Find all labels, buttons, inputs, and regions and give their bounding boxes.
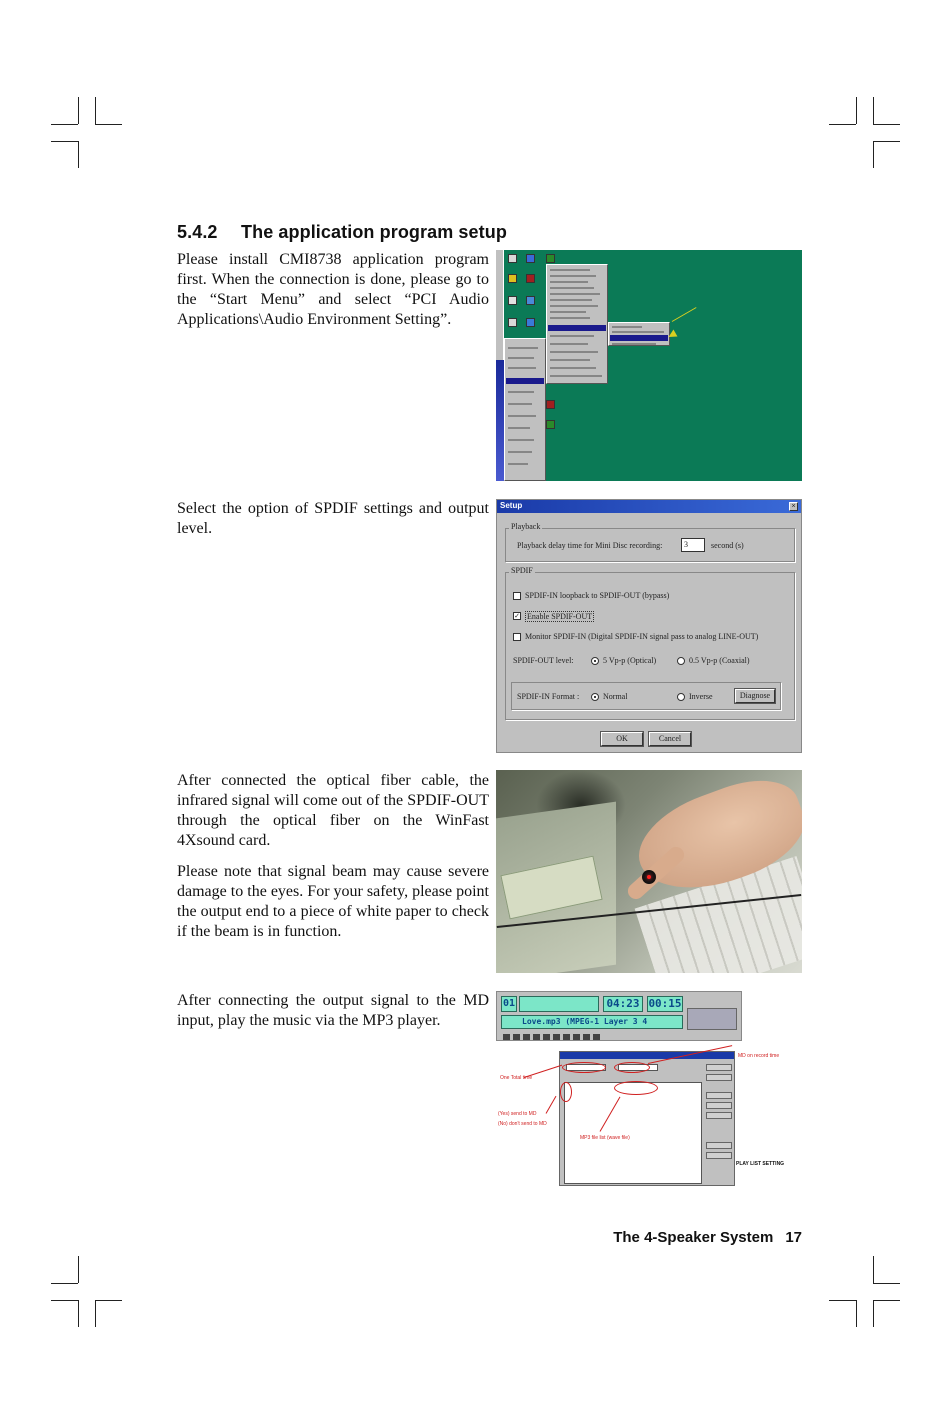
enable-spdif-out-checkbox[interactable]: ✓ bbox=[514, 612, 520, 620]
note-no-send: (No) don't send to MD bbox=[498, 1121, 547, 1127]
crop-mark bbox=[873, 124, 900, 125]
eject-control[interactable] bbox=[573, 1034, 580, 1040]
crop-mark bbox=[78, 97, 79, 124]
desktop-icon bbox=[526, 274, 535, 283]
enable-spdif-out-label: Enable SPDIF-OUT bbox=[527, 612, 593, 621]
playback-group-label: Playback bbox=[511, 522, 541, 531]
menu-row bbox=[612, 331, 664, 333]
page-footer bbox=[613, 1229, 802, 1246]
playlist-button-move-up[interactable] bbox=[706, 1142, 732, 1149]
crop-mark bbox=[78, 1300, 79, 1327]
crop-mark bbox=[95, 97, 96, 124]
desktop-icon bbox=[508, 274, 517, 283]
menu-row bbox=[508, 403, 532, 405]
section-heading bbox=[177, 222, 507, 243]
menu-row bbox=[550, 311, 586, 313]
playlist-titlebar bbox=[560, 1052, 734, 1059]
crop-mark bbox=[78, 1256, 79, 1283]
annotation-circle bbox=[614, 1062, 650, 1073]
cancel-button[interactable]: Cancel bbox=[649, 732, 691, 746]
playlist-file-list[interactable] bbox=[564, 1082, 702, 1184]
paragraph-safety: Please note that signal beam may cause severe damage to the eyes. For your safety, please point the output end to a piece of white paper to check if the beam is in function. bbox=[177, 863, 489, 940]
start-menu-banner bbox=[496, 360, 504, 481]
elapsed-time-display: 04:23 bbox=[603, 996, 643, 1012]
crop-mark bbox=[829, 124, 856, 125]
menu-row bbox=[508, 391, 534, 393]
section-number: 5.4.2 bbox=[177, 222, 218, 242]
monitor-spdif-in-checkbox[interactable] bbox=[513, 633, 521, 641]
playlist-button-remove-all[interactable] bbox=[706, 1112, 732, 1119]
crop-mark bbox=[856, 97, 857, 124]
mp3-player-screenshot bbox=[496, 991, 802, 1191]
paragraph-mp3: After connecting the output signal to the MD input, play the music via the MP3 player. bbox=[177, 992, 489, 1029]
menu-row bbox=[550, 299, 592, 301]
playlist-control[interactable] bbox=[583, 1034, 590, 1040]
desktop-icon bbox=[546, 254, 555, 263]
menu-row bbox=[508, 357, 534, 359]
mp3-player-window bbox=[496, 991, 742, 1041]
playback-delay-unit: second (s) bbox=[711, 541, 744, 550]
next-control[interactable] bbox=[543, 1034, 550, 1040]
footer-title: The 4-Speaker System bbox=[613, 1229, 774, 1246]
dialog-title: Setup bbox=[500, 501, 523, 510]
playlist-button-move-down[interactable] bbox=[706, 1152, 732, 1159]
playlist-button-ok[interactable] bbox=[706, 1064, 732, 1071]
track-number-display: 01 bbox=[501, 996, 517, 1012]
menu-row bbox=[550, 275, 596, 277]
menu-row bbox=[550, 375, 602, 377]
crop-mark bbox=[95, 1300, 96, 1327]
menu-row bbox=[550, 317, 590, 319]
desktop-icon bbox=[526, 318, 535, 327]
programs-submenu[interactable] bbox=[546, 264, 608, 384]
playlist-button-insert[interactable] bbox=[706, 1092, 732, 1099]
equalizer-control[interactable] bbox=[593, 1034, 600, 1040]
playback-delay-input[interactable]: 3 bbox=[681, 538, 705, 552]
format-normal-label: Normal bbox=[603, 692, 628, 701]
menu-row bbox=[550, 293, 600, 295]
note-md-record-time: MD on record time bbox=[738, 1053, 780, 1059]
desktop-icon bbox=[508, 296, 517, 305]
note-file-list: MP3 file list (wave file) bbox=[580, 1135, 630, 1141]
monitor-spdif-in-label: Monitor SPDIF-IN (Digital SPDIF-IN signal pass to analog LINE-OUT) bbox=[525, 632, 759, 641]
menu-row bbox=[508, 367, 536, 369]
song-marquee: Love.mp3 (MPEG-1 Layer 3 4 bbox=[501, 1015, 683, 1029]
crop-mark bbox=[95, 1300, 122, 1301]
crop-mark bbox=[78, 141, 79, 168]
crop-mark bbox=[873, 141, 874, 168]
menu-highlight-pci-audio bbox=[548, 325, 606, 331]
note-yes-send: (Yes) send to MD bbox=[498, 1111, 537, 1117]
menu-highlight-audio-environment bbox=[610, 335, 668, 341]
playback-delay-label: Playback delay time for Mini Disc recording: bbox=[517, 541, 663, 550]
menu-row bbox=[508, 415, 536, 417]
crop-mark bbox=[51, 141, 78, 142]
player-logo bbox=[687, 1008, 737, 1030]
setup-dialog bbox=[496, 499, 802, 753]
paragraph-spdif: Select the option of SPDIF settings and output level. bbox=[177, 500, 489, 537]
optical-cable-photo bbox=[496, 770, 802, 973]
crop-mark bbox=[51, 1283, 78, 1284]
crop-mark bbox=[873, 1300, 900, 1301]
forward-control[interactable] bbox=[563, 1034, 570, 1040]
crop-mark bbox=[873, 97, 874, 124]
crop-mark bbox=[873, 1300, 874, 1327]
menu-row bbox=[550, 305, 598, 307]
pci-audio-submenu[interactable] bbox=[608, 322, 670, 346]
menu-row bbox=[508, 451, 532, 453]
annotation-circle bbox=[614, 1081, 658, 1095]
crop-mark bbox=[873, 1256, 874, 1283]
desktop-icon bbox=[546, 400, 555, 409]
menu-row bbox=[508, 463, 528, 465]
format-inverse-radio[interactable] bbox=[677, 693, 685, 701]
level-optical-radio[interactable] bbox=[591, 657, 599, 665]
rewind-control[interactable] bbox=[553, 1034, 560, 1040]
prev-control[interactable] bbox=[533, 1034, 540, 1040]
menu-highlight-programs bbox=[506, 378, 544, 384]
diagnose-button[interactable]: Diagnose bbox=[735, 689, 775, 703]
desktop-icon bbox=[526, 254, 535, 263]
progress-display bbox=[519, 996, 599, 1012]
paragraph-install: Please install CMI8738 application program first. When the connection is done, please go to the “Start Menu” and select “PCI Audio Applications\Audio Environment Setting”. bbox=[177, 251, 489, 328]
menu-row bbox=[550, 335, 594, 337]
annotation-line bbox=[546, 1096, 557, 1114]
remaining-time-display: 00:15 bbox=[648, 997, 682, 1010]
playlist-button-cancel[interactable] bbox=[706, 1074, 732, 1081]
pause-control[interactable] bbox=[523, 1034, 530, 1040]
crop-mark bbox=[873, 141, 900, 142]
format-normal-radio[interactable] bbox=[591, 693, 599, 701]
menu-row bbox=[508, 439, 534, 441]
infrared-signal bbox=[647, 875, 651, 879]
level-coaxial-label: 0.5 Vp-p (Coaxial) bbox=[689, 656, 750, 665]
spdif-out-level-label: SPDIF-OUT level: bbox=[513, 656, 574, 665]
desktop-icon bbox=[546, 420, 555, 429]
paragraph-optical: After connected the optical fiber cable, the infrared signal will come out of the SPDIF-OUT through the optical fiber on the WinFast 4Xsound card. bbox=[177, 772, 489, 849]
note-play-list-setting: PLAY LIST SETTING bbox=[736, 1161, 785, 1167]
loopback-checkbox[interactable] bbox=[513, 592, 521, 600]
start-menu[interactable] bbox=[504, 338, 546, 481]
playlist-button-remove[interactable] bbox=[706, 1102, 732, 1109]
crop-mark bbox=[873, 1283, 900, 1284]
crop-mark bbox=[51, 124, 78, 125]
annotation-circle bbox=[562, 1062, 606, 1073]
play-control[interactable] bbox=[503, 1034, 510, 1040]
ok-button[interactable]: OK bbox=[601, 732, 643, 746]
loopback-label: SPDIF-IN loopback to SPDIF-OUT (bypass) bbox=[525, 591, 670, 600]
menu-row bbox=[550, 281, 588, 283]
start-menu-screenshot bbox=[496, 250, 802, 481]
menu-row bbox=[550, 343, 588, 345]
close-icon[interactable]: × bbox=[789, 502, 798, 511]
crop-mark bbox=[829, 1300, 856, 1301]
page-number: 17 bbox=[785, 1229, 802, 1246]
crop-mark bbox=[856, 1300, 857, 1327]
crop-mark bbox=[51, 1300, 78, 1301]
crop-mark bbox=[95, 124, 122, 125]
spdif-in-format-label: SPDIF-IN Format : bbox=[517, 692, 580, 701]
section-title: The application program setup bbox=[241, 222, 507, 242]
note-total-time: One Total time bbox=[500, 1075, 533, 1081]
annotation-circle bbox=[560, 1082, 572, 1102]
menu-row bbox=[612, 343, 656, 345]
menu-row bbox=[508, 427, 530, 429]
stop-control[interactable] bbox=[513, 1034, 520, 1040]
desktop-icon bbox=[508, 254, 517, 263]
format-inverse-label: Inverse bbox=[689, 692, 713, 701]
menu-row bbox=[550, 269, 590, 271]
menu-row bbox=[550, 287, 594, 289]
desktop-icon bbox=[526, 296, 535, 305]
menu-row bbox=[550, 359, 590, 361]
menu-row bbox=[612, 326, 642, 328]
menu-row bbox=[550, 367, 596, 369]
menu-row bbox=[550, 351, 598, 353]
dialog-titlebar bbox=[497, 500, 801, 513]
level-optical-label: 5 Vp-p (Optical) bbox=[603, 656, 657, 665]
spdif-group-label: SPDIF bbox=[511, 566, 533, 575]
desktop-icon bbox=[508, 318, 517, 327]
level-coaxial-radio[interactable] bbox=[677, 657, 685, 665]
menu-row bbox=[508, 347, 538, 349]
